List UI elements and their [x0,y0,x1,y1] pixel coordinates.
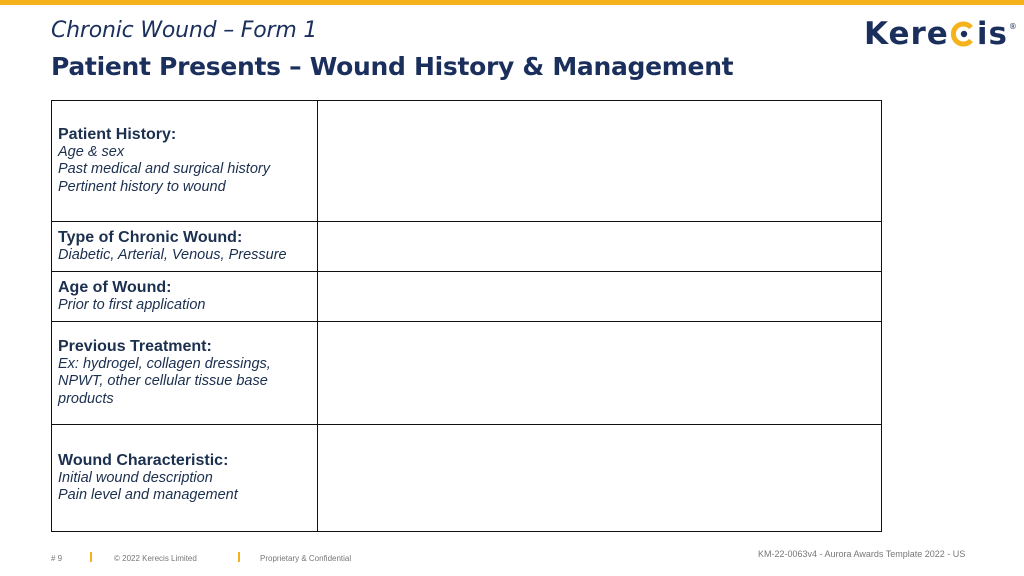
label-cell [52,101,318,222]
wound-type-entry-cell[interactable] [318,222,882,272]
form-row-patient-history [52,101,882,222]
row-hint: Ex: hydrogel, collagen dressings, NPWT, other cellular tissue base products [58,355,271,407]
row-label: Wound Characteristic: [58,451,229,469]
row-hint: Past medical and surgical history [58,161,270,178]
footer-page-number: # 9 [51,554,63,563]
wound-age-entry-cell[interactable] [318,272,882,322]
footer-separator [238,552,240,562]
page-subtitle: Chronic Wound – Form 1 [51,18,318,43]
wound-history-form [51,100,882,532]
row-hint: Pain level and management [58,487,238,503]
kerecis-logo [864,14,1017,54]
wound-characteristic-entry-cell[interactable] [318,425,882,532]
form-row-previous-treatment [52,322,882,425]
label-cell [52,322,318,425]
logo-text-end: is [976,16,1008,52]
row-hint: Age & sex [58,143,125,160]
row-label: Previous Treatment: [58,337,212,355]
footer-document-code: KM-22-0063v4 - Aurora Awards Template 2022 - US [758,549,966,559]
footer-confidential: Proprietary & Confidential [260,554,352,563]
row-hint: Pertinent history to wound [58,178,226,195]
row-hint: Initial wound description [58,469,213,486]
registered-mark: ® [1008,22,1017,31]
row-label: Patient History: [58,125,177,143]
footer-separator [90,552,92,562]
row-label: Type of Chronic Wound: [58,228,243,246]
row-hint: Diabetic, Arterial, Venous, Pressure [58,246,287,263]
top-accent-bar [0,0,1024,5]
label-cell [52,272,318,322]
row-label: Age of Wound: [58,278,172,296]
footer-copyright: © 2022 Kerecis Limited [114,554,197,563]
previous-treatment-entry-cell[interactable] [318,322,882,425]
patient-history-entry-cell[interactable] [318,101,882,222]
row-hint: Prior to first application [58,296,206,313]
form-row-wound-type [52,222,882,272]
form-row-wound-characteristic [52,425,882,532]
label-cell [52,425,318,532]
kerecis-c-mark-icon [950,21,976,47]
page-title: Patient Presents – Wound History & Management [51,52,734,81]
label-cell [52,222,318,272]
logo-text-start: Kere [864,16,949,52]
form-row-wound-age [52,272,882,322]
